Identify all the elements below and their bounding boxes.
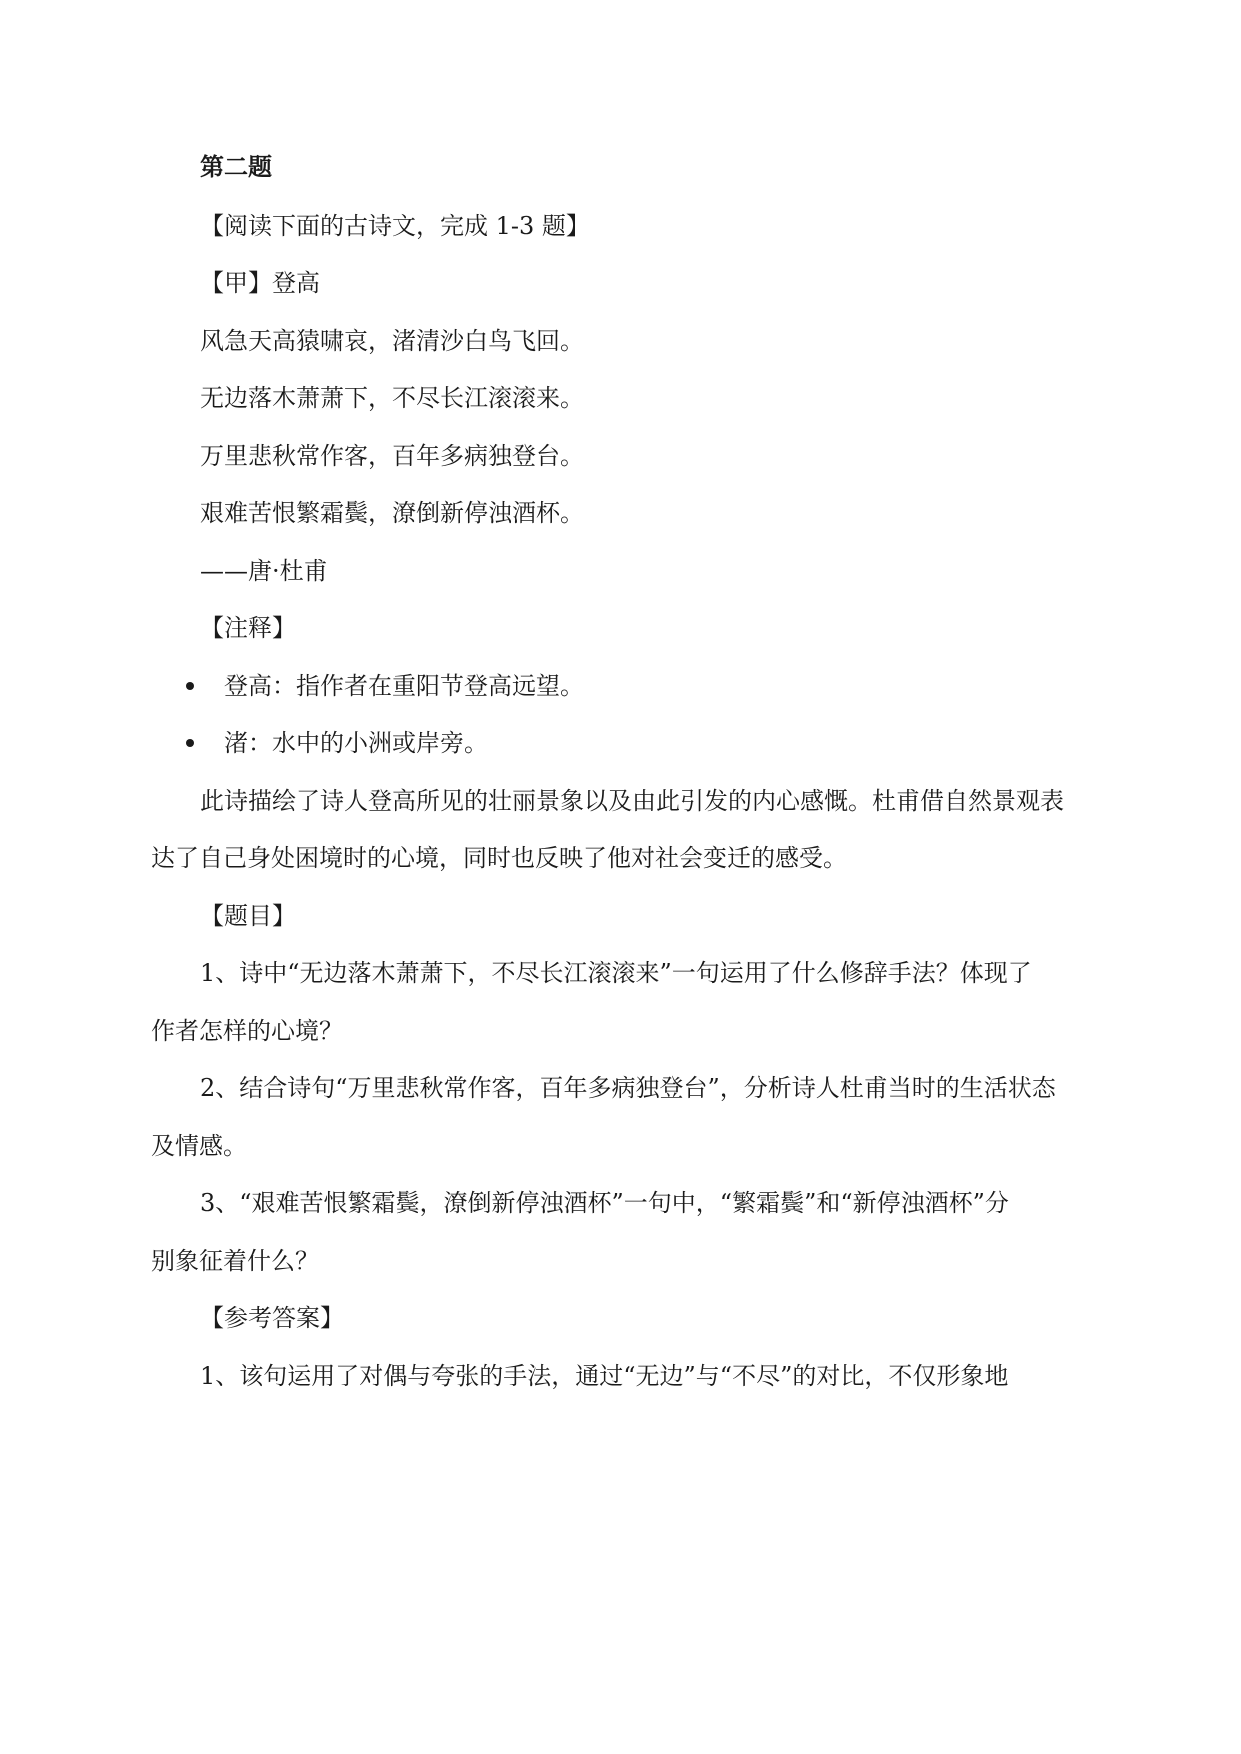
poem-line-1: 风急天高猿啸哀，渚清沙白鸟飞回。 xyxy=(200,327,584,355)
note-text: 登高：指作者在重阳节登高远望。 xyxy=(224,672,584,700)
summary-line-2: 达了自己身处困境时的心境，同时也反映了他对社会变迁的感受。 xyxy=(151,844,847,872)
question-2-line-2: 及情感。 xyxy=(151,1132,247,1160)
question-1-line-1: 1、诗中“无边落木萧萧下，不尽长江滚滚来”一句运用了什么修辞手法？体现了 xyxy=(200,959,1032,987)
note-text: 渚：水中的小洲或岸旁。 xyxy=(224,729,488,757)
summary-line-1: 此诗描绘了诗人登高所见的壮丽景象以及由此引发的内心感慨。杜甫借自然景观表 xyxy=(200,787,1064,815)
answers-heading: 【参考答案】 xyxy=(200,1304,344,1332)
questions-heading: 【题目】 xyxy=(200,902,296,930)
instruction: 【阅读下面的古诗文，完成 1-3 题】 xyxy=(200,212,590,240)
poem-line-2: 无边落木萧萧下，不尽长江滚滚来。 xyxy=(200,384,584,412)
poem-heading: 【甲】登高 xyxy=(200,269,320,297)
poem-line-3: 万里悲秋常作客，百年多病独登台。 xyxy=(200,442,584,470)
question-3-line-1: 3、“艰难苦恨繁霜鬓，潦倒新停浊酒杯”一句中，“繁霜鬓”和“新停浊酒杯”分 xyxy=(200,1189,1009,1217)
bullet-icon xyxy=(186,739,194,747)
question-3-line-2: 别象征着什么？ xyxy=(151,1247,319,1275)
notes-heading: 【注释】 xyxy=(200,614,296,642)
poem-line-4: 艰难苦恨繁霜鬓，潦倒新停浊酒杯。 xyxy=(200,499,584,527)
answer-1-line-1: 1、该句运用了对偶与夸张的手法，通过“无边”与“不尽”的对比，不仅形象地 xyxy=(200,1362,1009,1390)
note-item xyxy=(186,727,488,759)
poem-author: ——唐·杜甫 xyxy=(200,557,328,585)
question-1-line-2: 作者怎样的心境？ xyxy=(151,1017,343,1045)
bullet-icon xyxy=(186,682,194,690)
note-item xyxy=(186,670,584,702)
question-2-line-1: 2、结合诗句“万里悲秋常作客，百年多病独登台”，分析诗人杜甫当时的生活状态 xyxy=(200,1074,1056,1102)
section-title: 第二题 xyxy=(200,152,272,181)
